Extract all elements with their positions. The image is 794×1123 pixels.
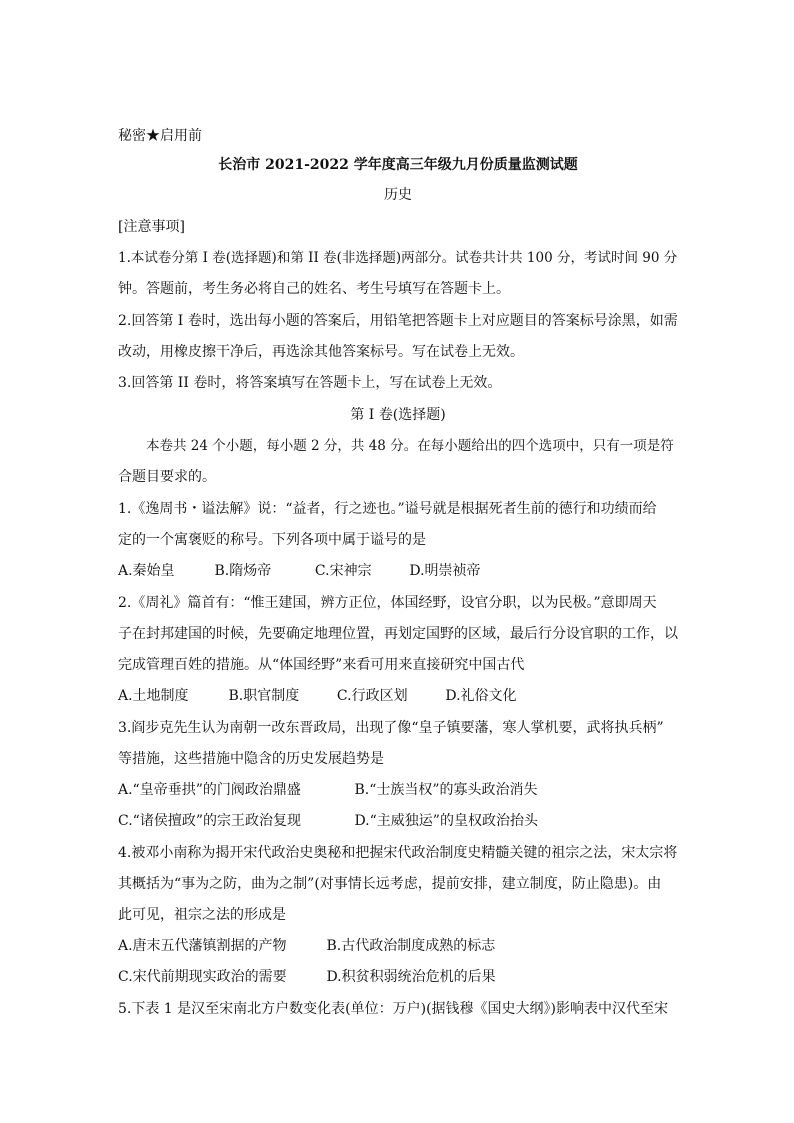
question-4-stem: 此可见，祖宗之法的形成是	[118, 907, 286, 923]
option-d: D.积贫积弱统治危机的后果	[326, 969, 496, 985]
question-2-stem: 2.《周礼》篇首有：“惟王建国，辨方正位，体国经野，设官分职，以为民极。”意即周天	[118, 595, 657, 611]
notice-line: 3.回答第 II 卷时，将答案填写在答题卡上，写在试卷上无效。	[118, 375, 502, 391]
question-2-stem: 子在封邦建国的时候，先要确定地理位置，再划定国野的区域，最后行分设官职的工作，以	[118, 626, 678, 642]
notice-line: 改动，用橡皮擦干净后，再选涂其他答案标号。写在试卷上无效。	[118, 344, 524, 360]
notice-line: 1.本试卷分第 I 卷(选择题)和第 II 卷(非选择题)两部分。试卷共计共 100 分，考试时间 90 分	[118, 250, 678, 266]
option-c: C.宋神宗	[314, 563, 372, 579]
question-3-stem: 3.阎步克先生认为南朝一改东晋政局，出现了像“皇子镇要藩，寒人掌机要，武将执兵柄”	[118, 720, 664, 736]
question-1-stem: 1.《逸周书・谥法解》说：“益者，行之迹也。”谥号就是根据死者生前的德行和功绩而给	[118, 501, 657, 517]
option-b: B.“士族当权”的寡头政治消失	[354, 782, 538, 798]
option-d: D.礼俗文化	[445, 688, 517, 704]
section-title: 第 I 卷(选择题)	[350, 407, 446, 423]
question-2-stem: 完成管理百姓的措施。从“体国经野”来看可用来直接研究中国古代	[118, 657, 525, 673]
question-4-options	[118, 936, 678, 956]
subject-title: 历史	[384, 187, 412, 203]
option-c: C.“诸侯擅政”的宗王政治复现	[118, 813, 301, 829]
option-a: A.唐末五代藩镇割据的产物	[118, 938, 287, 954]
question-3-options	[118, 811, 678, 831]
option-b: B.古代政治制度成熟的标志	[326, 938, 496, 954]
option-d: D.“主威独运”的皇权政治抬头	[354, 813, 538, 829]
exam-title: 长治市 2021-2022 学年度高三年级九月份质量监测试题	[218, 157, 578, 173]
option-a: A.“皇帝垂拱”的门阀政治鼎盛	[118, 782, 301, 798]
question-1-options	[118, 561, 678, 581]
option-c: C.行政区划	[336, 688, 408, 704]
option-b: B.隋炀帝	[214, 563, 272, 579]
question-3-options	[118, 780, 678, 800]
question-3-stem: 等措施，这些措施中隐含的历史发展趋势是	[118, 751, 384, 767]
question-4-stem: 4.被邓小南称为揭开宋代政治史奥秘和把握宋代政治制度史精髓关键的祖宗之法，宋太宗将	[118, 845, 678, 861]
question-2-options	[118, 686, 678, 706]
secret-label: 秘密★启用前	[118, 128, 202, 144]
option-b: B.职官制度	[228, 688, 300, 704]
option-d: D.明崇祯帝	[409, 563, 481, 579]
notice-line: 钟。答题前，考生务必将自己的姓名、考生号填写在答题卡上。	[118, 281, 510, 297]
question-4-options	[118, 967, 678, 987]
option-a: A.土地制度	[118, 688, 189, 704]
question-5-stem: 5.下表 1 是汉至宋南北方户数变化表(单位：万户)(据钱穆《国史大纲》)影响表中汉代至宋	[118, 1001, 669, 1017]
question-1-stem: 定的一个寓褒贬的称号。下列各项中属于谥号的是	[118, 532, 426, 548]
option-a: A.秦始皇	[118, 563, 175, 579]
notice-heading: [注意事项]	[118, 219, 185, 235]
section-intro: 合题目要求的。	[118, 469, 216, 485]
question-4-stem: 其概括为“事为之防，曲为之制”(对事情长远考虑，提前安排，建立制度，防止隐患)。由	[118, 876, 662, 892]
section-intro: 本卷共 24 个小题，每小题 2 分，共 48 分。在每小题给出的四个选项中，只有一项是符	[146, 438, 674, 454]
notice-line: 2.回答第 I 卷时，选出每小题的答案后，用铅笔把答题卡上对应题目的答案标号涂黑，如需	[118, 313, 678, 329]
option-c: C.宋代前期现实政治的需要	[118, 969, 287, 985]
